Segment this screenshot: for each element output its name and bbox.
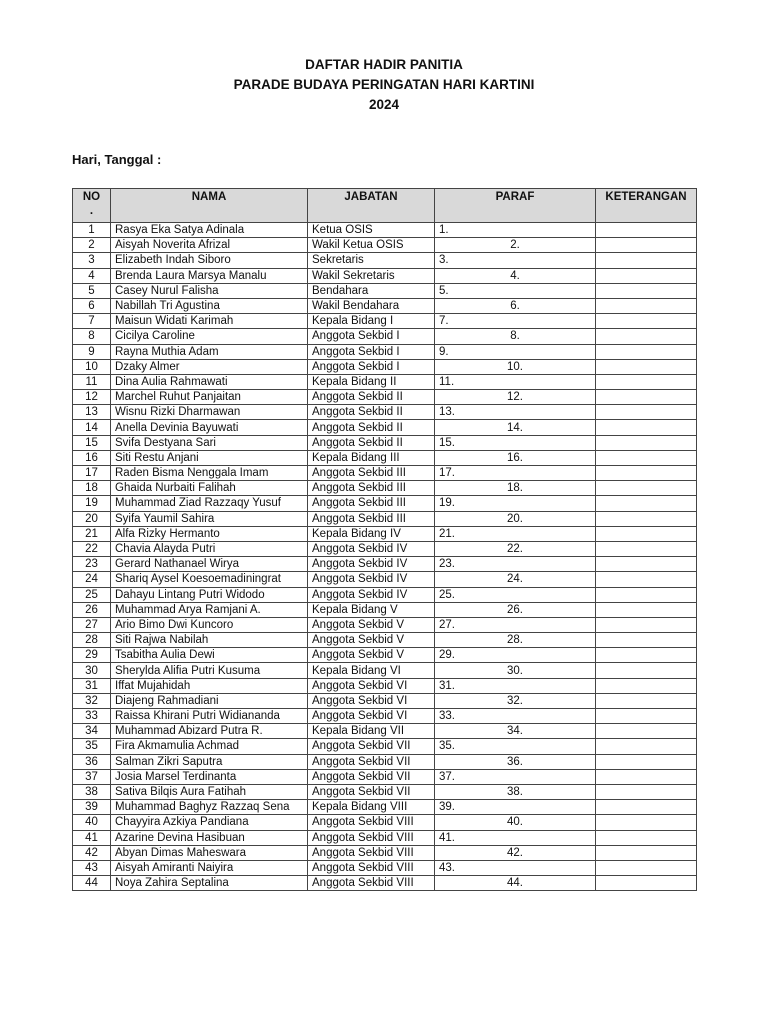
cell-nama: Nabillah Tri Agustina: [111, 298, 308, 313]
cell-jabatan: Kepala Bidang III: [308, 450, 435, 465]
table-row: [73, 314, 697, 329]
cell-nama: Siti Rajwa Nabilah: [111, 633, 308, 648]
cell-nama: Raissa Khirani Putri Widiananda: [111, 709, 308, 724]
table-row: [73, 830, 697, 845]
cell-nama: Brenda Laura Marsya Manalu: [111, 268, 308, 283]
table-row: [73, 466, 697, 481]
cell-nama: Abyan Dimas Maheswara: [111, 845, 308, 860]
cell-paraf: 6.: [435, 298, 596, 313]
cell-paraf: 14.: [435, 420, 596, 435]
table-row: [73, 557, 697, 572]
cell-no: 5: [73, 283, 111, 298]
cell-nama: Ghaida Nurbaiti Falihah: [111, 481, 308, 496]
cell-nama: Chavia Alayda Putri: [111, 541, 308, 556]
cell-keterangan: [596, 526, 697, 541]
table-row: [73, 784, 697, 799]
cell-keterangan: [596, 238, 697, 253]
cell-nama: Diajeng Rahmadiani: [111, 693, 308, 708]
cell-no: 4: [73, 268, 111, 283]
cell-no: 40: [73, 815, 111, 830]
cell-jabatan: Kepala Bidang IV: [308, 526, 435, 541]
cell-paraf: 41.: [435, 830, 596, 845]
cell-keterangan: [596, 268, 697, 283]
cell-paraf: 25.: [435, 587, 596, 602]
table-row: [73, 693, 697, 708]
cell-paraf: 5.: [435, 283, 596, 298]
table-row: [73, 648, 697, 663]
header-paraf: PARAF: [435, 189, 596, 223]
cell-no: 24: [73, 572, 111, 587]
cell-no: 1: [73, 223, 111, 238]
cell-no: 42: [73, 845, 111, 860]
cell-keterangan: [596, 602, 697, 617]
cell-keterangan: [596, 557, 697, 572]
cell-keterangan: [596, 298, 697, 313]
cell-keterangan: [596, 329, 697, 344]
cell-keterangan: [596, 223, 697, 238]
cell-no: 39: [73, 800, 111, 815]
cell-paraf: 24.: [435, 572, 596, 587]
cell-nama: Maisun Widati Karimah: [111, 314, 308, 329]
cell-jabatan: Anggota Sekbid V: [308, 648, 435, 663]
cell-nama: Casey Nurul Falisha: [111, 283, 308, 298]
table-row: [73, 405, 697, 420]
cell-keterangan: [596, 466, 697, 481]
cell-nama: Muhammad Arya Ramjani A.: [111, 602, 308, 617]
cell-no: 28: [73, 633, 111, 648]
document-title: [0, 55, 768, 115]
cell-keterangan: [596, 663, 697, 678]
table-row: [73, 602, 697, 617]
cell-paraf: 38.: [435, 784, 596, 799]
cell-no: 16: [73, 450, 111, 465]
title-line-1: DAFTAR HADIR PANITIA: [305, 57, 463, 72]
cell-no: 6: [73, 298, 111, 313]
cell-jabatan: Anggota Sekbid I: [308, 359, 435, 374]
cell-keterangan: [596, 253, 697, 268]
cell-no: 29: [73, 648, 111, 663]
cell-jabatan: Anggota Sekbid VI: [308, 693, 435, 708]
cell-keterangan: [596, 678, 697, 693]
cell-nama: Wisnu Rizki Dharmawan: [111, 405, 308, 420]
cell-keterangan: [596, 769, 697, 784]
table-row: [73, 572, 697, 587]
table-row: [73, 663, 697, 678]
cell-paraf: 27.: [435, 617, 596, 632]
cell-no: 15: [73, 435, 111, 450]
cell-jabatan: Kepala Bidang II: [308, 374, 435, 389]
table-row: [73, 815, 697, 830]
table-row: [73, 374, 697, 389]
cell-nama: Josia Marsel Terdinanta: [111, 769, 308, 784]
table-row: [73, 298, 697, 313]
table-row: [73, 268, 697, 283]
cell-keterangan: [596, 496, 697, 511]
cell-jabatan: Wakil Ketua OSIS: [308, 238, 435, 253]
cell-keterangan: [596, 511, 697, 526]
title-line-3: 2024: [368, 97, 400, 112]
cell-paraf: 28.: [435, 633, 596, 648]
cell-nama: Dzaky Almer: [111, 359, 308, 374]
cell-jabatan: Anggota Sekbid II: [308, 390, 435, 405]
cell-nama: Sativa Bilqis Aura Fatihah: [111, 784, 308, 799]
cell-keterangan: [596, 374, 697, 389]
cell-jabatan: Anggota Sekbid V: [308, 617, 435, 632]
cell-nama: Sherylda Alifia Putri Kusuma: [111, 663, 308, 678]
cell-paraf: 2.: [435, 238, 596, 253]
table-row: [73, 526, 697, 541]
table-row: [73, 481, 697, 496]
cell-no: 8: [73, 329, 111, 344]
cell-keterangan: [596, 359, 697, 374]
cell-jabatan: Anggota Sekbid VI: [308, 678, 435, 693]
cell-paraf: 31.: [435, 678, 596, 693]
cell-nama: Alfa Rizky Hermanto: [111, 526, 308, 541]
cell-nama: Siti Restu Anjani: [111, 450, 308, 465]
cell-keterangan: [596, 283, 697, 298]
cell-keterangan: [596, 405, 697, 420]
cell-no: 12: [73, 390, 111, 405]
cell-no: 35: [73, 739, 111, 754]
cell-jabatan: Anggota Sekbid VII: [308, 784, 435, 799]
table-row: [73, 253, 697, 268]
cell-paraf: 36.: [435, 754, 596, 769]
cell-keterangan: [596, 481, 697, 496]
cell-no: 37: [73, 769, 111, 784]
attendance-table: [72, 188, 697, 891]
cell-no: 27: [73, 617, 111, 632]
cell-paraf: 20.: [435, 511, 596, 526]
cell-paraf: 17.: [435, 466, 596, 481]
cell-keterangan: [596, 344, 697, 359]
cell-paraf: 42.: [435, 845, 596, 860]
cell-paraf: 35.: [435, 739, 596, 754]
cell-no: 25: [73, 587, 111, 602]
cell-no: 17: [73, 466, 111, 481]
cell-jabatan: Wakil Bendahara: [308, 298, 435, 313]
cell-paraf: 23.: [435, 557, 596, 572]
table-row: [73, 450, 697, 465]
cell-keterangan: [596, 587, 697, 602]
cell-no: 20: [73, 511, 111, 526]
cell-nama: Muhammad Baghyz Razzaq Sena: [111, 800, 308, 815]
cell-nama: Salman Zikri Saputra: [111, 754, 308, 769]
cell-no: 30: [73, 663, 111, 678]
cell-jabatan: Wakil Sekretaris: [308, 268, 435, 283]
cell-nama: Cicilya Caroline: [111, 329, 308, 344]
cell-no: 22: [73, 541, 111, 556]
table-row: [73, 754, 697, 769]
cell-no: 21: [73, 526, 111, 541]
cell-no: 41: [73, 830, 111, 845]
cell-jabatan: Anggota Sekbid V: [308, 633, 435, 648]
cell-paraf: 18.: [435, 481, 596, 496]
cell-paraf: 43.: [435, 860, 596, 875]
table-row: [73, 860, 697, 875]
table-row: [73, 435, 697, 450]
cell-paraf: 3.: [435, 253, 596, 268]
table-row: [73, 329, 697, 344]
cell-paraf: 34.: [435, 724, 596, 739]
table-row: [73, 769, 697, 784]
cell-paraf: 12.: [435, 390, 596, 405]
header-keterangan: KETERANGAN: [596, 189, 697, 223]
cell-jabatan: Anggota Sekbid I: [308, 329, 435, 344]
cell-no: 33: [73, 709, 111, 724]
table-header-row: [73, 189, 697, 223]
cell-jabatan: Anggota Sekbid VIII: [308, 830, 435, 845]
cell-jabatan: Bendahara: [308, 283, 435, 298]
table-row: [73, 359, 697, 374]
cell-paraf: 21.: [435, 526, 596, 541]
table-row: [73, 283, 697, 298]
cell-paraf: 10.: [435, 359, 596, 374]
cell-jabatan: Anggota Sekbid III: [308, 511, 435, 526]
header-nama: NAMA: [111, 189, 308, 223]
cell-keterangan: [596, 860, 697, 875]
cell-keterangan: [596, 876, 697, 891]
cell-jabatan: Anggota Sekbid III: [308, 496, 435, 511]
cell-jabatan: Anggota Sekbid II: [308, 435, 435, 450]
cell-jabatan: Kepala Bidang I: [308, 314, 435, 329]
cell-paraf: 40.: [435, 815, 596, 830]
table-row: [73, 739, 697, 754]
cell-jabatan: Kepala Bidang VII: [308, 724, 435, 739]
cell-keterangan: [596, 633, 697, 648]
cell-no: 43: [73, 860, 111, 875]
cell-paraf: 29.: [435, 648, 596, 663]
table-row: [73, 496, 697, 511]
cell-jabatan: Anggota Sekbid VIII: [308, 876, 435, 891]
cell-nama: Dina Aulia Rahmawati: [111, 374, 308, 389]
cell-nama: Raden Bisma Nenggala Imam: [111, 466, 308, 481]
cell-no: 18: [73, 481, 111, 496]
table-row: [73, 511, 697, 526]
cell-no: 11: [73, 374, 111, 389]
cell-nama: Shariq Aysel Koesoemadiningrat: [111, 572, 308, 587]
table-row: [73, 587, 697, 602]
cell-jabatan: Kepala Bidang VI: [308, 663, 435, 678]
cell-jabatan: Sekretaris: [308, 253, 435, 268]
cell-nama: Syifa Yaumil Sahira: [111, 511, 308, 526]
cell-jabatan: Anggota Sekbid VIII: [308, 815, 435, 830]
cell-nama: Noya Zahira Septalina: [111, 876, 308, 891]
cell-nama: Marchel Ruhut Panjaitan: [111, 390, 308, 405]
cell-keterangan: [596, 572, 697, 587]
cell-nama: Azarine Devina Hasibuan: [111, 830, 308, 845]
cell-no: 3: [73, 253, 111, 268]
cell-nama: Anella Devinia Bayuwati: [111, 420, 308, 435]
cell-keterangan: [596, 450, 697, 465]
cell-keterangan: [596, 617, 697, 632]
cell-paraf: 44.: [435, 876, 596, 891]
cell-nama: Aisyah Amiranti Naiyira: [111, 860, 308, 875]
cell-nama: Ario Bimo Dwi Kuncoro: [111, 617, 308, 632]
cell-nama: Muhammad Ziad Razzaqy Yusuf: [111, 496, 308, 511]
cell-no: 34: [73, 724, 111, 739]
cell-nama: Rasya Eka Satya Adinala: [111, 223, 308, 238]
cell-paraf: 16.: [435, 450, 596, 465]
cell-nama: Rayna Muthia Adam: [111, 344, 308, 359]
cell-nama: Gerard Nathanael Wirya: [111, 557, 308, 572]
cell-paraf: 1.: [435, 223, 596, 238]
table-row: [73, 800, 697, 815]
date-label: Hari, Tanggal :: [72, 152, 162, 167]
cell-paraf: 19.: [435, 496, 596, 511]
cell-keterangan: [596, 648, 697, 663]
cell-jabatan: Anggota Sekbid II: [308, 420, 435, 435]
cell-nama: Tsabitha Aulia Dewi: [111, 648, 308, 663]
table-row: [73, 709, 697, 724]
cell-keterangan: [596, 541, 697, 556]
cell-nama: Aisyah Noverita Afrizal: [111, 238, 308, 253]
table-row: [73, 724, 697, 739]
cell-jabatan: Ketua OSIS: [308, 223, 435, 238]
cell-nama: Svifa Destyana Sari: [111, 435, 308, 450]
cell-paraf: 8.: [435, 329, 596, 344]
cell-jabatan: Kepala Bidang VIII: [308, 800, 435, 815]
cell-no: 14: [73, 420, 111, 435]
cell-jabatan: Kepala Bidang V: [308, 602, 435, 617]
cell-jabatan: Anggota Sekbid I: [308, 344, 435, 359]
cell-nama: Fira Akmamulia Achmad: [111, 739, 308, 754]
cell-nama: Dahayu Lintang Putri Widodo: [111, 587, 308, 602]
cell-jabatan: Anggota Sekbid III: [308, 481, 435, 496]
cell-keterangan: [596, 435, 697, 450]
cell-keterangan: [596, 390, 697, 405]
cell-paraf: 32.: [435, 693, 596, 708]
cell-no: 2: [73, 238, 111, 253]
cell-jabatan: Anggota Sekbid IV: [308, 587, 435, 602]
cell-jabatan: Anggota Sekbid III: [308, 466, 435, 481]
cell-jabatan: Anggota Sekbid VIII: [308, 845, 435, 860]
table-row: [73, 238, 697, 253]
cell-nama: Iffat Mujahidah: [111, 678, 308, 693]
cell-jabatan: Anggota Sekbid VII: [308, 769, 435, 784]
cell-nama: Chayyira Azkiya Pandiana: [111, 815, 308, 830]
cell-jabatan: Anggota Sekbid IV: [308, 572, 435, 587]
cell-keterangan: [596, 724, 697, 739]
table-row: [73, 876, 697, 891]
cell-no: 31: [73, 678, 111, 693]
cell-keterangan: [596, 420, 697, 435]
cell-jabatan: Anggota Sekbid VII: [308, 739, 435, 754]
cell-no: 32: [73, 693, 111, 708]
table-row: [73, 678, 697, 693]
cell-no: 19: [73, 496, 111, 511]
cell-keterangan: [596, 815, 697, 830]
cell-no: 10: [73, 359, 111, 374]
cell-paraf: 4.: [435, 268, 596, 283]
cell-jabatan: Anggota Sekbid II: [308, 405, 435, 420]
table-row: [73, 541, 697, 556]
cell-keterangan: [596, 800, 697, 815]
cell-nama: Elizabeth Indah Siboro: [111, 253, 308, 268]
cell-jabatan: Anggota Sekbid VII: [308, 754, 435, 769]
cell-no: 44: [73, 876, 111, 891]
cell-keterangan: [596, 754, 697, 769]
cell-paraf: 22.: [435, 541, 596, 556]
cell-no: 13: [73, 405, 111, 420]
header-jabatan: JABATAN: [308, 189, 435, 223]
cell-keterangan: [596, 830, 697, 845]
cell-paraf: 39.: [435, 800, 596, 815]
cell-nama: Muhammad Abizard Putra R.: [111, 724, 308, 739]
cell-paraf: 15.: [435, 435, 596, 450]
cell-jabatan: Anggota Sekbid IV: [308, 557, 435, 572]
cell-jabatan: Anggota Sekbid VI: [308, 709, 435, 724]
cell-keterangan: [596, 784, 697, 799]
cell-jabatan: Anggota Sekbid IV: [308, 541, 435, 556]
cell-no: 7: [73, 314, 111, 329]
cell-no: 38: [73, 784, 111, 799]
cell-paraf: 7.: [435, 314, 596, 329]
table-row: [73, 845, 697, 860]
cell-keterangan: [596, 845, 697, 860]
cell-no: 9: [73, 344, 111, 359]
cell-jabatan: Anggota Sekbid VIII: [308, 860, 435, 875]
cell-paraf: 37.: [435, 769, 596, 784]
cell-keterangan: [596, 709, 697, 724]
cell-paraf: 11.: [435, 374, 596, 389]
cell-paraf: 9.: [435, 344, 596, 359]
cell-paraf: 30.: [435, 663, 596, 678]
cell-keterangan: [596, 314, 697, 329]
table-row: [73, 223, 697, 238]
cell-keterangan: [596, 739, 697, 754]
table-row: [73, 633, 697, 648]
title-line-2: PARADE BUDAYA PERINGATAN HARI KARTINI: [233, 77, 535, 92]
table-row: [73, 344, 697, 359]
cell-no: 26: [73, 602, 111, 617]
table-row: [73, 420, 697, 435]
table-row: [73, 390, 697, 405]
cell-paraf: 33.: [435, 709, 596, 724]
cell-paraf: 13.: [435, 405, 596, 420]
header-no: NO .: [73, 189, 111, 223]
cell-keterangan: [596, 693, 697, 708]
table-row: [73, 617, 697, 632]
cell-no: 23: [73, 557, 111, 572]
cell-paraf: 26.: [435, 602, 596, 617]
cell-no: 36: [73, 754, 111, 769]
